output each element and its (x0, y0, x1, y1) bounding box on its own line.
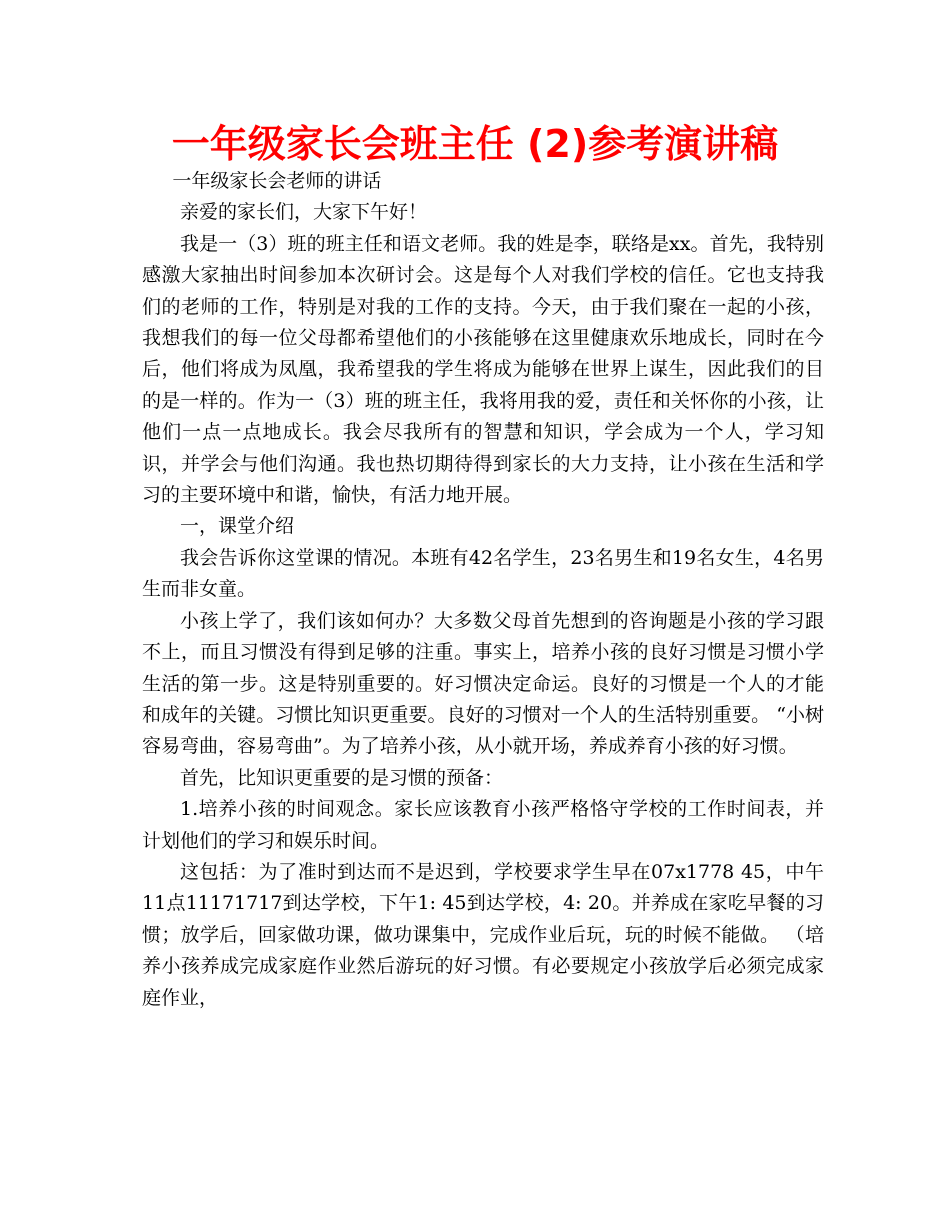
introduction-paragraph: 我是一（3）班的班主任和语文老师。我的姓是李，联络是xx。首先，我特别感激大家抽出时间参加本次研讨会。这是每个人对我们学校的信任。它也支持我们的老师的工作，特别是对我的工作的支持。今天，由于我们聚在一起的小孩，我想我们的每一位父母都希望他们的小孩能够在这里健康欢乐地成长，同时在今后，他们将成为凤凰，我希望我的学生将成为能够在世界上谋生，因此我们的目的是一样的。作为一（3）班的班主任，我将用我的爱，责任和关怀你的小孩，让他们一点一点地成长。我会尽我所有的智慧和知识，学会成为一个人，学习知识，并学会与他们沟通。我也热切期待得到家长的大力支持，让小孩在生活和学习的主要环境中和谐，愉快，有活力地开展。 (142, 232, 824, 507)
section-heading-class-intro: 一，课堂介绍 (180, 515, 295, 538)
document-body (142, 166, 824, 1014)
class-info-paragraph: 我会告诉你这堂课的情况。本班有42名学生，23名男生和19名女生，4名男生而非女童。 (142, 546, 824, 601)
habits-preparation-heading: 首先，比知识更重要的是习惯的预备： (180, 766, 504, 789)
schedule-paragraph: 这包括：为了准时到达而不是迟到，学校要求学生早在07x1778 45，中午11点11171717到达学校，下午1: 45到达学校，4: 20。并养成在家吃早餐的习惯；放学后，回家做功课，做功课集中，完成作业后玩，玩的时候不能做。 （培养小孩养成完成家庭作业然后游玩的好习惯。有必要规定小孩放学后必须完成家庭作业， (142, 860, 824, 1009)
greeting-paragraph: 亲爱的家长们，大家下午好！ (180, 201, 428, 224)
habits-paragraph: 小孩上学了，我们该如何办？大多数父母首先想到的咨询题是小孩的学习跟不上，而且习惯没有得到足够的注重。事实上，培养小孩的良好习惯是习惯小学生活的第一步。这是特别重要的。好习惯决定命运。良好的习惯是一个人的才能和成年的关键。习惯比知识更重要。良好的习惯对一个人的生活特别重要。 “小树容易弯曲，容易弯曲”。为了培养小孩，从小就开场，养成养育小孩的好习惯。 (142, 609, 824, 758)
document-title: 一年级家长会班主任 (2)参考演讲稿 (171, 122, 779, 166)
speech-heading: 一年级家长会老师的讲话 (172, 170, 382, 192)
time-concept-paragraph: 1.培养小孩的时间观念。家长应该教育小孩严格恪守学校的工作时间表，并计划他们的学习和娱乐时间。 (142, 798, 824, 852)
